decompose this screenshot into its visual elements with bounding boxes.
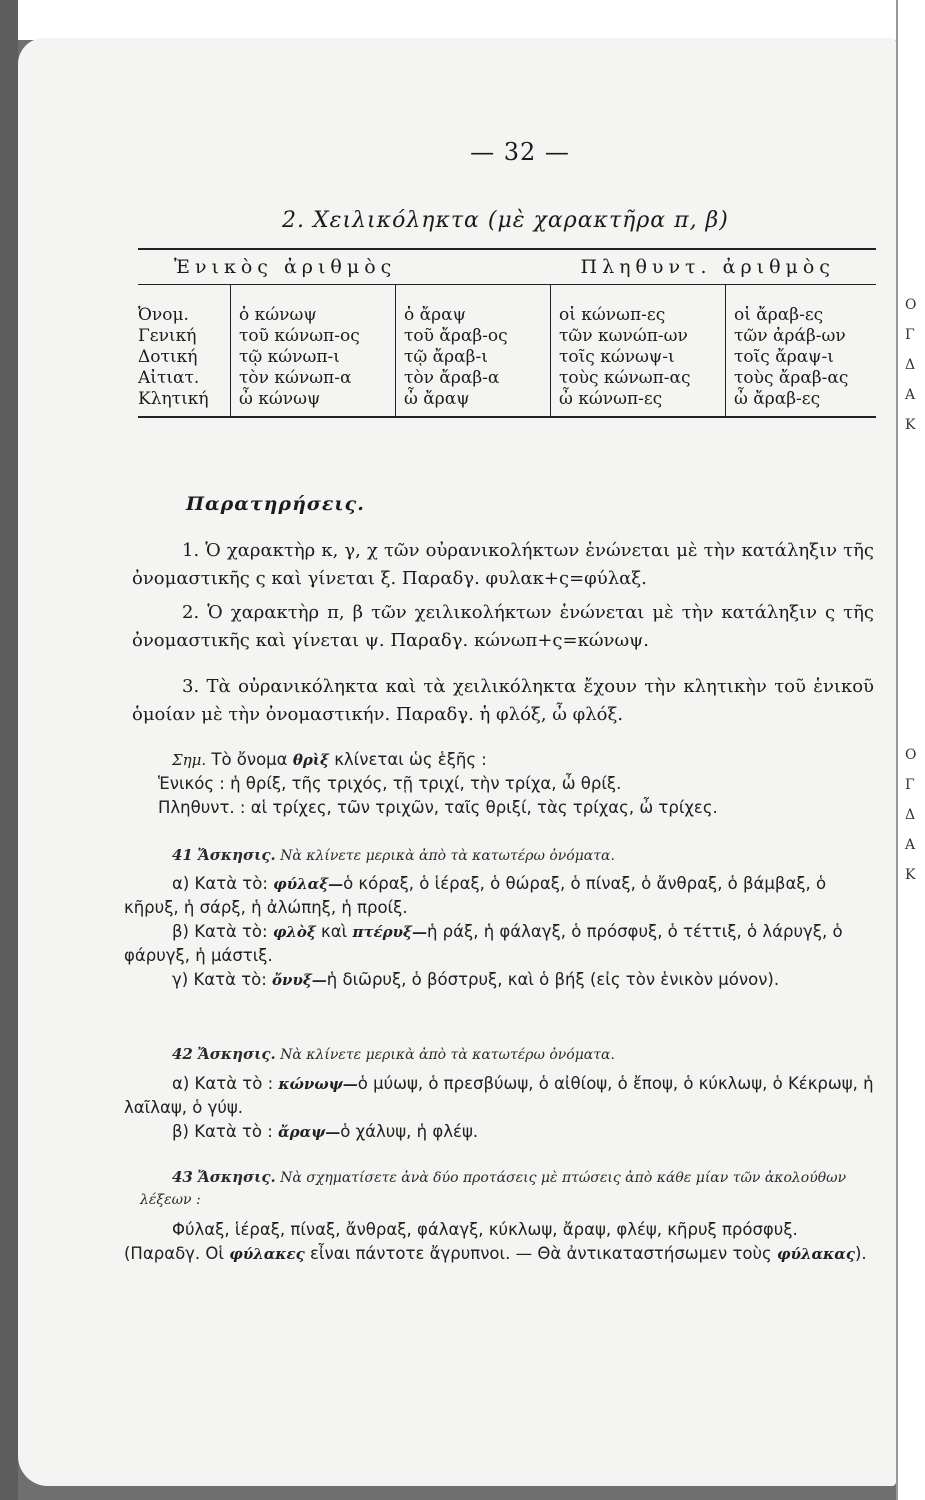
exercise-42-body: α) Κατὰ τὸ : κώνωψ—ὁ μύωψ, ὁ πρεσβύωψ, ὁ αἰθίοψ, ὁ ἔποψ, ὁ κύκλωψ, ὁ Κέκρωψ, ἡ λαῖλαψ, ὁ γύψ. β) Κατὰ τὸ : ἄραψ—ὁ χάλυψ, ἡ φλέψ. bbox=[124, 1074, 874, 1141]
observation-2: 2. Ὁ χαρακτὴρ π, β τῶν χειλικολήκτων ἑνώνεται μὲ τὴν κατάληξιν ς τῆς ὀνομαστικῆς καὶ γίνεται ψ. Παραδγ. κώνωπ+ς=κώνωψ. bbox=[132, 602, 874, 651]
singular-konops-column: ὁ κώνωψ τοῦ κώνωπ-ος τῷ κώνωπ-ι τὸν κώνωπ-α ὦ κώνωψ bbox=[231, 285, 396, 418]
exercise-43-body: Φύλαξ, ἱέραξ, πίναξ, ἄνθραξ, φάλαγξ, κύκλωψ, ἄραψ, φλέψ, κῆρυξ πρόσφυξ. (Παραδγ. Οἱ φύλακες εἶναι πάντοτε ἄγρυπνοι. — Θὰ ἀντικαταστήσωμεν τοὺς φύλακας). bbox=[124, 1220, 867, 1263]
singular-araps-column: ὁ ἄραψ τοῦ ἄραβ-ος τῷ ἄραβ-ι τὸν ἄραβ-α ὦ ἄραψ bbox=[396, 285, 551, 418]
page-number: — 32 — bbox=[470, 138, 570, 166]
plural-header: Πληθυντ. ἀριθμὸς bbox=[551, 249, 877, 285]
exercise-41-body: α) Κατὰ τὸ: φύλαξ—ὁ κόραξ, ὁ ἱέραξ, ὁ θώραξ, ὁ πίναξ, ὁ ἄνθραξ, ὁ βάμβαξ, ὁ κῆρυξ, ἡ σάρξ, ἡ ἀλώπηξ, ἡ προίξ. β) Κατὰ τὸ: φλὸξ καὶ πτέρυξ—ἡ ράξ, ἡ φάλαγξ, ὁ πρόσφυξ, ὁ τέττιξ, ὁ λάρυγξ, ὁ φάρυγξ, ἡ μάστιξ. γ) Κατὰ τὸ: ὄνυξ—ἡ διῶρυξ, ὁ βόστρυξ, καὶ ὁ βήξ (εἰς τὸν ἑνικὸν μόνον). bbox=[124, 874, 843, 989]
exercise-42-heading: 42 Ἄσκησις. Νὰ κλίνετε μερικὰ ἀπὸ τὰ κατωτέρω ὀνόματα. bbox=[172, 1045, 615, 1063]
scan-top-margin bbox=[0, 0, 925, 40]
case-names: Ὀνομ. Γενική Δοτική Αἰτιατ. Κλητική bbox=[138, 285, 231, 418]
adjacent-page-edge: Ο Γ Δ Α Κ Ο Γ Δ Α Κ bbox=[905, 297, 917, 883]
observation-1: 1. Ὁ χαρακτὴρ κ, γ, χ τῶν οὐρανικολήκτων ἑνώνεται μὲ τὴν κατάληξιν τῆς ὀνομαστικῆς ς καὶ γίνεται ξ. Παραδγ. φυλακ+ς=φύλαξ. bbox=[132, 540, 874, 589]
singular-header: Ἑνικὸς ἀριθμὸς bbox=[138, 249, 551, 285]
plural-konops-column: οἱ κώνωπ-ες τῶν κωνώπ-ων τοῖς κώνωψ-ι τοὺς κώνωπ-ας ὦ κώνωπ-ες bbox=[551, 285, 726, 418]
declension-table bbox=[138, 248, 876, 418]
observations-title: Παρατηρήσεις. bbox=[186, 493, 365, 515]
plural-araps-column: οἱ ἄραβ-ες τῶν ἀράβ-ων τοῖς ἄραψ-ι τοὺς ἄραβ-ας ὦ ἄραβ-ες bbox=[726, 285, 877, 418]
exercise-41-heading: 41 Ἄσκησις. Νὰ κλίνετε μερικὰ ἀπὸ τὰ κατωτέρω ὀνόματα. bbox=[172, 846, 615, 864]
section-heading: 2. Χειλικόληκτα (μὲ χαρακτῆρα π, β) bbox=[282, 208, 729, 233]
scan-left-border bbox=[0, 0, 18, 1500]
exercise-43-heading: 43 Ἄσκησις. Νὰ σχηματίσετε ἀνὰ δύο προτάσεις μὲ πτώσεις ἀπὸ κάθε μίαν τῶν ἀκολούθων λέξεων : bbox=[140, 1168, 847, 1208]
observation-3: 3. Τὰ οὐρανικόληκτα καὶ τὰ χειλικόληκτα ἔχουν τὴν κλητικὴν τοῦ ἑνικοῦ ὁμοίαν μὲ τὴν ὀνομαστικήν. Παραδγ. ἡ φλόξ, ὦ φλόξ. bbox=[132, 676, 874, 725]
note-block: Σημ. Τὸ ὄνομα θρὶξ κλίνεται ὡς ἑξῆς : Ἑνικός : ἡ θρίξ, τῆς τριχός, τῇ τριχί, τὴν τρίχα, ὦ θρίξ. Πληθυντ. : αἱ τρίχες, τῶν τριχῶν, ταῖς θριξί, τὰς τρίχας, ὦ τρίχες. bbox=[158, 750, 718, 817]
